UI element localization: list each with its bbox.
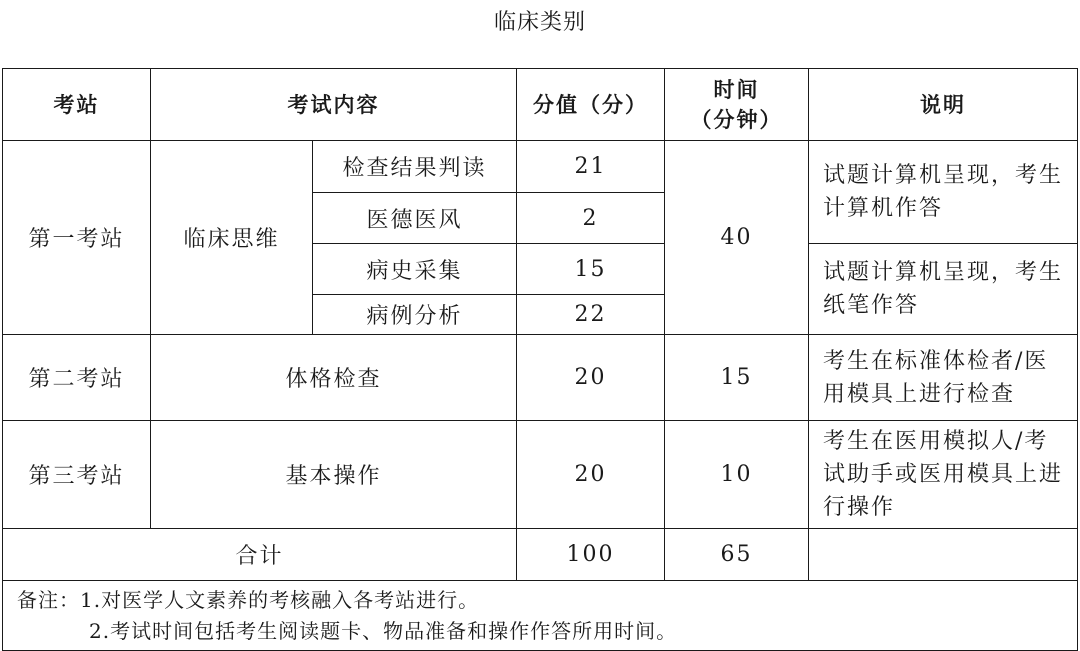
total-remark: [809, 529, 1078, 581]
notes-row: [3, 581, 1078, 651]
table-row: [3, 141, 1078, 193]
station1-item2-score: 2: [517, 193, 665, 244]
table-row: [3, 421, 1078, 529]
station1-item1-content: 检查结果判读: [313, 141, 517, 193]
exam-table: [2, 68, 1078, 651]
station1-remark-a: 试题计算机呈现，考生计算机作答: [809, 141, 1078, 244]
notes-cell: [3, 581, 1078, 651]
header-time-line1: 时间: [713, 77, 760, 102]
station1-item1-score: 21: [517, 141, 665, 193]
total-row: [3, 529, 1078, 581]
station3-time: 10: [665, 421, 809, 529]
header-remark: 说明: [809, 69, 1078, 141]
station2-content: 体格检查: [151, 335, 517, 421]
total-score: 100: [517, 529, 665, 581]
header-station: 考站: [3, 69, 151, 141]
table-title: 临床类别: [493, 10, 586, 35]
header-content: 考试内容: [151, 69, 517, 141]
station1-time: 40: [665, 141, 809, 335]
station1-item2-content: 医德医风: [313, 193, 517, 244]
station1-item4-content: 病例分析: [313, 295, 517, 335]
station1-name: 第一考站: [3, 141, 151, 335]
station1-item3-score: 15: [517, 244, 665, 295]
station1-remark-b: 试题计算机呈现，考生纸笔作答: [809, 244, 1078, 335]
header-time-line2: （分钟）: [690, 107, 783, 132]
note-line-1: 备注：1.对医学人文素养的考核融入各考站进行。: [17, 587, 480, 612]
table-row: [3, 335, 1078, 421]
header-time: [665, 69, 809, 141]
station3-content: 基本操作: [151, 421, 517, 529]
total-label: 合计: [3, 529, 517, 581]
station3-name: 第三考站: [3, 421, 151, 529]
station2-score: 20: [517, 335, 665, 421]
header-score: 分值（分）: [517, 69, 665, 141]
total-time: 65: [665, 529, 809, 581]
header-row: [3, 69, 1078, 141]
station3-remark: 考生在医用模拟人/考试助手或医用模具上进行操作: [809, 421, 1078, 529]
note-line-2: 2.考试时间包括考生阅读题卡、物品准备和操作作答所用时间。: [89, 618, 678, 643]
station2-name: 第二考站: [3, 335, 151, 421]
station1-item4-score: 22: [517, 295, 665, 335]
station2-remark: 考生在标准体检者/医用模具上进行检查: [809, 335, 1078, 421]
station1-item3-content: 病史采集: [313, 244, 517, 295]
station3-score: 20: [517, 421, 665, 529]
station1-category: 临床思维: [151, 141, 313, 335]
station2-time: 15: [665, 335, 809, 421]
